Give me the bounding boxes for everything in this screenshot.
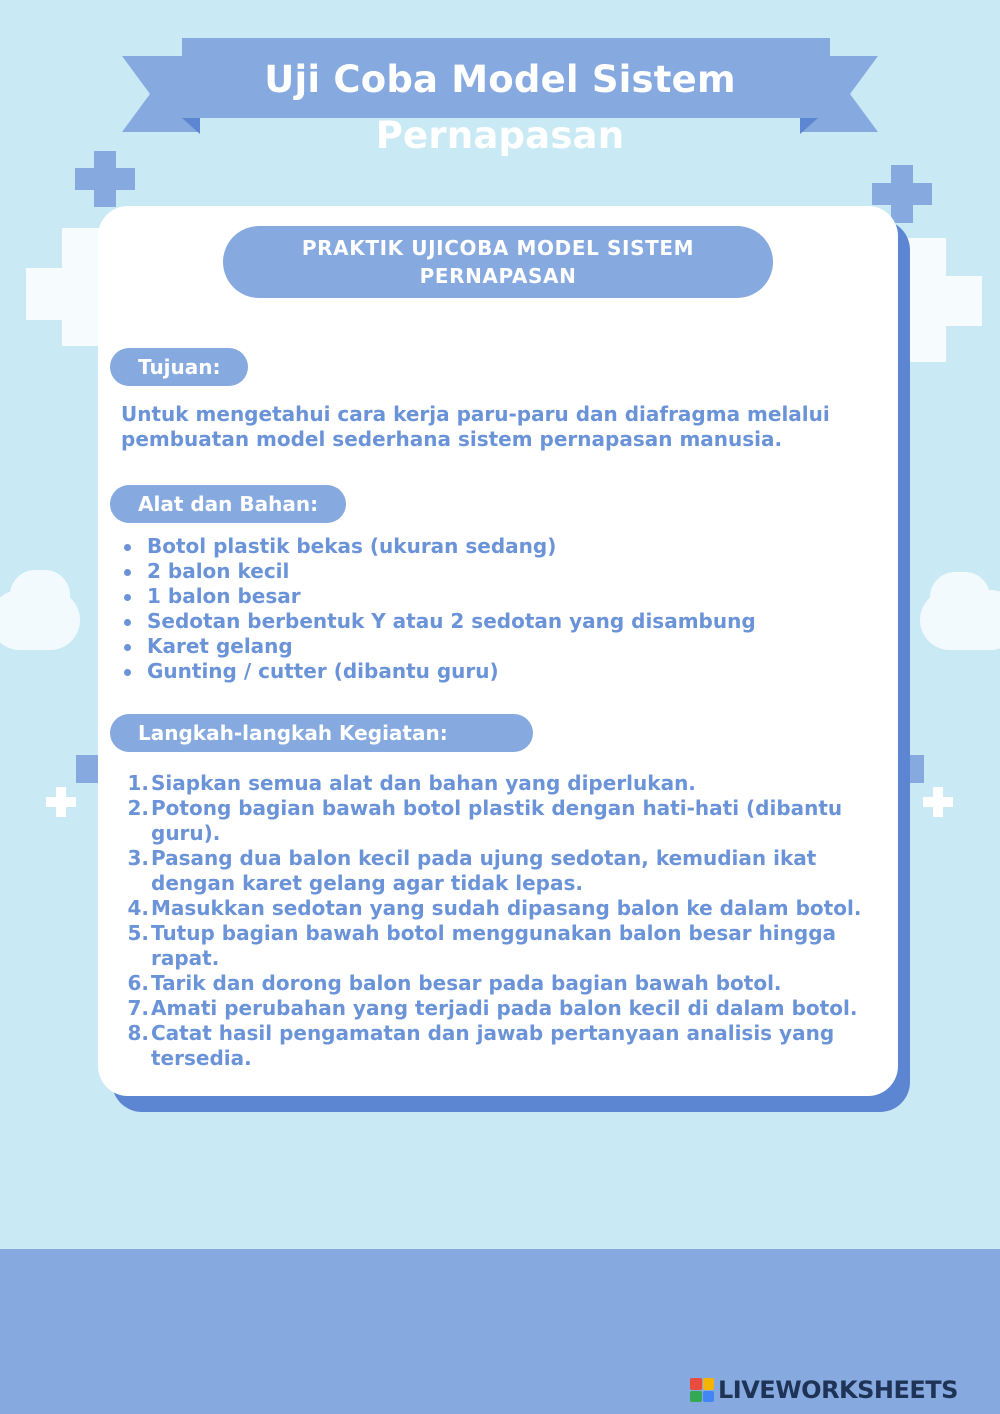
list-item: Botol plastik bekas (ukuran sedang) bbox=[121, 534, 861, 559]
list-item: Gunting / cutter (dibantu guru) bbox=[121, 659, 861, 684]
decor-block-left bbox=[76, 755, 100, 783]
step-text: Masukkan sedotan yang sudah dipasang balon ke dalam botol. bbox=[151, 896, 862, 920]
list-item: Karet gelang bbox=[121, 634, 861, 659]
step-number: 3. bbox=[127, 846, 149, 870]
tujuan-text: Untuk mengetahui cara kerja paru-paru dan diafragma melalui pembuatan model sederhana sistem pernapasan manusia. bbox=[121, 402, 830, 451]
card-heading bbox=[223, 226, 773, 298]
brand-watermark[interactable] bbox=[690, 1374, 990, 1406]
step-text: Pasang dua balon kecil pada ujung sedotan, kemudian ikat dengan karet gelang agar tidak lepas. bbox=[151, 846, 817, 895]
alat-list bbox=[121, 534, 861, 684]
step-item bbox=[127, 1021, 872, 1071]
brand-text: LIVEWORKSHEETS bbox=[718, 1376, 958, 1404]
list-item: 2 balon kecil bbox=[121, 559, 861, 584]
list-item: 1 balon besar bbox=[121, 584, 861, 609]
decor-tiny-plus-left-v bbox=[56, 787, 66, 817]
step-number: 2. bbox=[127, 796, 149, 820]
step-number: 7. bbox=[127, 996, 149, 1020]
decor-cloud-right-top bbox=[930, 572, 990, 622]
liveworksheets-logo-icon bbox=[690, 1378, 714, 1402]
step-number: 5. bbox=[127, 921, 149, 945]
tujuan-label: Tujuan: bbox=[110, 348, 248, 386]
step-item bbox=[127, 996, 872, 1021]
alat-label: Alat dan Bahan: bbox=[110, 485, 346, 523]
step-number: 1. bbox=[127, 771, 149, 795]
step-text: Amati perubahan yang terjadi pada balon kecil di dalam botol. bbox=[151, 996, 858, 1020]
step-number: 8. bbox=[127, 1021, 149, 1045]
step-item bbox=[127, 921, 872, 971]
page-title: Uji Coba Model Sistem Pernapasan bbox=[264, 58, 736, 157]
step-text: Tutup bagian bawah botol menggunakan balon besar hingga rapat. bbox=[151, 921, 837, 970]
step-text: Tarik dan dorong balon besar pada bagian bawah botol. bbox=[151, 971, 782, 995]
step-text: Potong bagian bawah botol plastik dengan hati-hati (dibantu guru). bbox=[151, 796, 843, 845]
step-item bbox=[127, 846, 872, 896]
step-item bbox=[127, 896, 872, 921]
step-item bbox=[127, 796, 872, 846]
step-number: 4. bbox=[127, 896, 149, 920]
decor-cloud-left-top bbox=[10, 570, 70, 620]
step-number: 6. bbox=[127, 971, 149, 995]
list-item: Sedotan berbentuk Y atau 2 sedotan yang disambung bbox=[121, 609, 861, 634]
card-heading-text: PRAKTIK UJICOBA MODEL SISTEM PERNAPASAN bbox=[301, 236, 695, 288]
langkah-list bbox=[127, 771, 872, 1071]
step-item bbox=[127, 971, 872, 996]
langkah-label: Langkah-langkah Kegiatan: bbox=[110, 714, 533, 752]
step-text: Siapkan semua alat dan bahan yang diperlukan. bbox=[151, 771, 696, 795]
decor-small-plus-tl-v bbox=[94, 151, 116, 207]
step-item bbox=[127, 771, 872, 796]
decor-tiny-plus-right-v bbox=[933, 787, 943, 817]
decor-small-plus-tr-v bbox=[891, 165, 913, 223]
step-text: Catat hasil pengamatan dan jawab pertanyaan analisis yang tersedia. bbox=[151, 1021, 835, 1070]
